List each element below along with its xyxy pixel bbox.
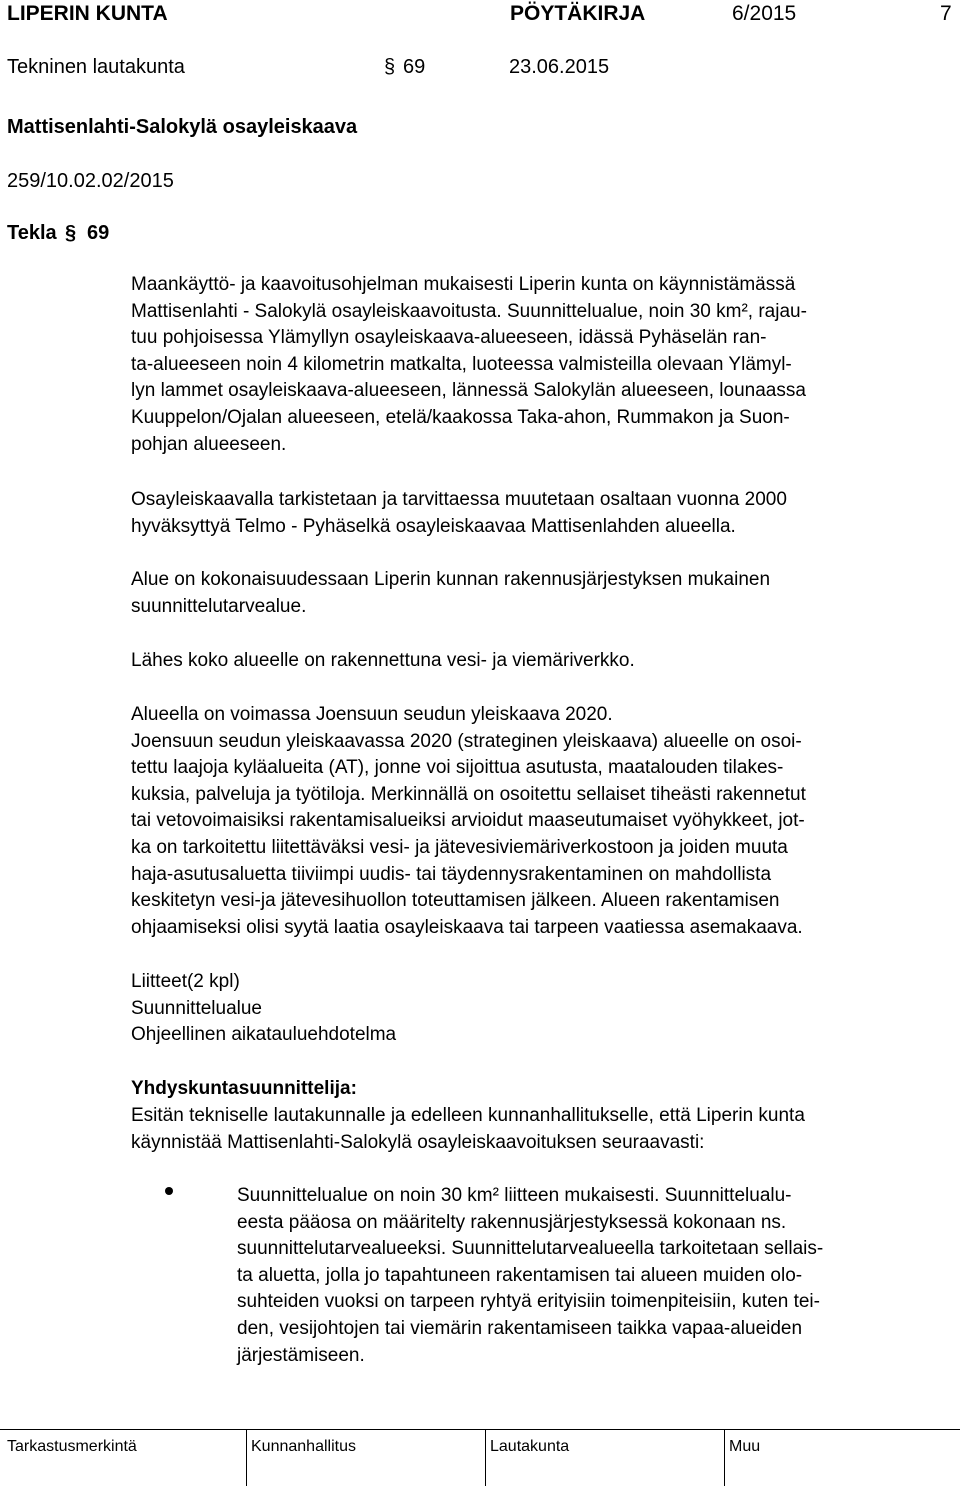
footer-divider: [485, 1429, 486, 1486]
document-type: PÖYTÄKIRJA: [510, 2, 646, 25]
footer-top-border: [0, 1429, 960, 1430]
item-reference: 259/10.02.02/2015: [7, 170, 174, 192]
attachments-list: [131, 969, 948, 1049]
text-line: tettu laajoja kyläalueita (AT), jonne voi sijoittua asutusta, maatalouden tilakes-: [131, 757, 784, 779]
footer-cell-council: Kunnanhallitus: [251, 1438, 356, 1455]
text-line: lyn lammet osayleiskaava-alueeseen, lännessä Salokylän alueeseen, lounaassa: [131, 380, 806, 402]
footer-cell-board: Lautakunta: [490, 1438, 570, 1455]
text-line: Lähes koko alueelle on rakennettuna vesi- ja viemäriverkko.: [131, 650, 635, 671]
text-line: Alue on kokonaisuudessaan Liperin kunnan rakennusjärjestyksen mukainen: [131, 569, 771, 590]
text-line: järjestämiseen.: [237, 1344, 365, 1366]
proposer-heading: Yhdyskuntasuunnittelija:: [131, 1078, 357, 1099]
text-line: eesta pääosa on määritelty rakennusjärjestyksessä kokonaan ns.: [237, 1211, 787, 1233]
proposal-text: [131, 1103, 948, 1156]
tekla-number: 69: [87, 222, 110, 244]
text-line: suhteiden vuoksi on tarpeen ryhtyä erityisiin toimenpiteisiin, kuten tei-: [237, 1291, 820, 1313]
text-line: ka on tarkoitettu liitettäväksi vesi- ja jätevesiviemäriverkostoon ja joiden muuta: [131, 836, 788, 858]
paragraph-network: [131, 648, 948, 675]
text-line: haja-asutusaluetta tiiviimpi uudis- tai täydennysrakentaminen on mahdollista: [131, 863, 772, 885]
attachment-item: Suunnittelualue: [131, 997, 262, 1019]
footer-divider: [724, 1429, 725, 1486]
attachments-heading: Liitteet(2 kpl): [131, 971, 240, 992]
paragraph-intro: [131, 272, 948, 458]
text-line: tuu pohjoisessa Ylämyllyn osayleiskaava-alueeseen, idässä Pyhäselän ran-: [131, 327, 767, 349]
text-line: Maankäyttö- ja kaavoitusohjelman mukaisesti Liperin kunta on käynnistämässä: [131, 274, 796, 295]
meeting-date: 23.06.2015: [509, 56, 610, 78]
footer-divider: [246, 1429, 247, 1486]
bullet-item: [237, 1183, 948, 1369]
section-sign-icon-tekla: §: [65, 222, 77, 244]
section-sign-icon: §: [384, 56, 396, 78]
footer-cell-review: Tarkastusmerkintä: [7, 1438, 137, 1455]
text-line: Alueella on voimassa Joensuun seudun yleiskaava 2020.: [131, 704, 613, 725]
text-line: den, vesijohtojen tai viemärin rakentamiseen taikka vapaa-alueiden: [237, 1317, 803, 1339]
text-line: ohjaamiseksi olisi syytä laatia osayleiskaava tai tarpeen vaatiessa asemakaava.: [131, 916, 803, 938]
text-line: kuksia, palveluja ja työtiloja. Merkinnällä on osoitettu sellaiset tiheästi rakennetut: [131, 783, 806, 805]
text-line: tai vetovoimaisiksi rakentamisalueiksi arvioidut maaseutumaiset vyöhykkeet, jot-: [131, 810, 805, 832]
text-line: pohjan alueeseen.: [131, 433, 287, 455]
paragraph-regional-plan: [131, 702, 948, 941]
text-line: Mattisenlahti - Salokylä osayleiskaavoitusta. Suunnittelualue, noin 30 km², rajau-: [131, 300, 807, 322]
text-line: ta aluetta, jolla jo tapahtuneen rakentamisen tai alueen muiden olo-: [237, 1264, 803, 1286]
text-line: Joensuun seudun yleiskaavassa 2020 (strateginen yleiskaava) alueelle on osoi-: [131, 730, 802, 752]
text-line: Suunnittelualue on noin 30 km² liitteen mukaisesti. Suunnittelualu-: [237, 1185, 792, 1206]
paragraph-planning-area: [131, 567, 948, 620]
organization-name: LIPERIN KUNTA: [7, 2, 168, 25]
document-number: 6/2015: [732, 2, 797, 25]
text-line: Osayleiskaavalla tarkistetaan ja tarvittaessa muutetaan osaltaan vuonna 2000: [131, 489, 787, 510]
text-line: suunnittelutarvealue.: [131, 595, 307, 617]
bullet-icon: [165, 1187, 173, 1195]
tekla-label: Tekla: [7, 222, 57, 244]
paragraph-revision: [131, 487, 948, 540]
section-number: 69: [403, 56, 426, 78]
text-line: käynnistää Mattisenlahti-Salokylä osayleiskaavoituksen seuraavasti:: [131, 1131, 705, 1153]
board-name: Tekninen lautakunta: [7, 56, 185, 78]
footer-cell-other: Muu: [729, 1438, 761, 1455]
text-line: keskitetyn vesi-ja jätevesihuollon toteuttamisen jälkeen. Alueen rakentamisen: [131, 890, 780, 912]
text-line: Kuuppelon/Ojalan alueeseen, etelä/kaakossa Taka-ahon, Rummakon ja Suon-: [131, 406, 790, 428]
attachment-item: Ohjeellinen aikatauluehdotelma: [131, 1024, 397, 1046]
text-line: suunnittelutarvealueeksi. Suunnittelutarvealueella tarkoitetaan sellais-: [237, 1238, 824, 1260]
page-number: 7: [940, 2, 952, 25]
text-line: ta-alueeseen noin 4 kilometrin matkalta, luoteessa valmisteilla olevaan Ylämyl-: [131, 353, 792, 375]
text-line: hyväksyttyä Telmo - Pyhäselkä osayleiskaavaa Mattisenlahden alueella.: [131, 515, 736, 537]
item-title: Mattisenlahti-Salokylä osayleiskaava: [7, 116, 358, 138]
text-line: Esitän tekniselle lautakunnalle ja edelleen kunnanhallitukselle, että Liperin kunta: [131, 1105, 805, 1126]
